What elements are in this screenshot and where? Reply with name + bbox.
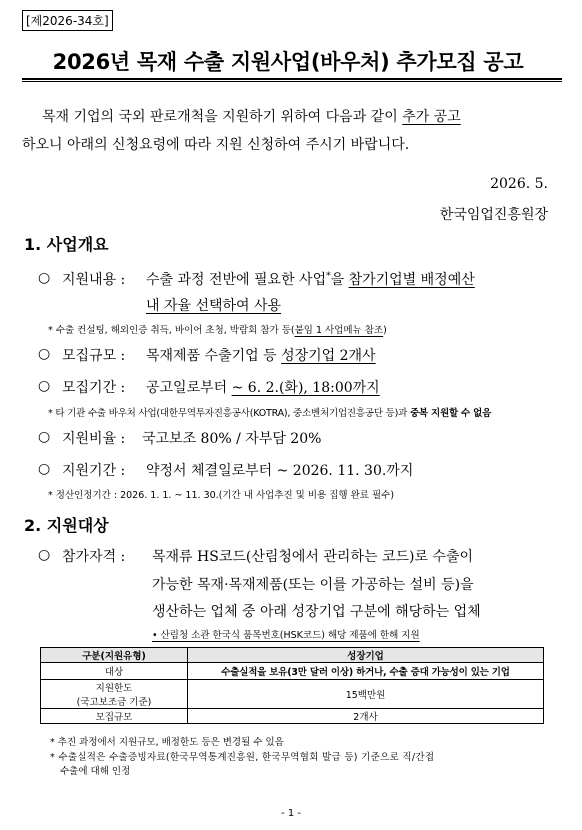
duration-note: * 정산인정기간 : 2026. 1. 1. ~ 11. 30.(기간 내 사업추진 및 비용 집행 완료 필수) [48,490,395,501]
intro-text: 목재 기업의 국외 판로개척을 지원하기 위하여 다음과 같이 [42,109,403,125]
title-underline-thick [22,78,562,80]
issuer: 한국임업진흥원장 [439,207,548,223]
qual-line-3: 생산하는 업체 중 아래 성장기업 구분에 해당하는 업체 [152,604,481,620]
period-text: 공고일로부터 ~ 6. 2.(화), 18:00까지 [146,380,380,396]
table-row [41,680,544,709]
section-1-heading: 1. 사업개요 [24,235,109,254]
qual-line-1: 목재류 HS코드(산림청에서 관리하는 코드)로 수출이 [152,549,474,565]
bullet-icon: ○ [38,547,51,563]
table-header: 구분(지원유형) [41,648,188,663]
intro-line-1 [42,106,461,126]
intro-highlight: 추가 공고 [402,109,461,125]
footnote-2: * 수출실적은 수출증빙자료(한국무역통계진흥원, 한국무역협회 발급 등) 기준으로 직/간접 [50,752,435,763]
table-cell: 15백만원 [188,680,544,709]
table-cell: 수출실적을 보유(3만 달러 이상) 하거나, 수출 증대 가능성이 있는 기업 [188,663,544,680]
bullet-icon: ○ [38,378,51,394]
scale-text: 목재제품 수출기업 등 성장기업 2개사 [146,348,376,364]
table-cell: 지원한도 (국고보조금 기준) [41,680,188,709]
table-cell: 2개사 [188,709,544,724]
announce-date: 2026. 5. [490,176,548,192]
qual-line-2: 가능한 목재·목재제품(또는 이를 가공하는 설비 등)을 [152,577,474,593]
table-cell: 대상 [41,663,188,680]
bullet-icon: ○ [38,461,51,477]
support-text: 수출 과정 전반에 필요한 사업*을 참가기업별 배정예산 [146,271,475,288]
period-note: * 타 기관 수출 바우처 사업(대한무역투자진흥공사(KOTRA), 중소벤처기업진흥공단 등)과 중복 지원할 수 없음 [48,408,492,419]
section-2-heading: 2. 지원대상 [24,516,109,535]
scale-label: 모집규모 : [62,348,126,364]
title-underline-thin [22,81,562,82]
support-note: * 수출 컨설팅, 해외인증 취득, 바이어 초청, 박람회 참가 등(붙임 1 사업메뉴 참조) [48,325,387,336]
table-cell: 모집규모 [41,709,188,724]
duration-text: 약정서 체결일로부터 ~ 2026. 11. 30.까지 [146,463,414,479]
bullet-icon: ○ [38,270,51,286]
page-title: 2026년 목재 수출 지원사업(바우처) 추가모집 공고 [52,50,524,74]
footnote-2-cont: 수출에 대해 인정 [60,766,131,777]
table-header-row [41,648,544,663]
qual-label: 참가자격 : [62,549,126,565]
notice-number: [제2026-34호] [22,10,113,31]
ratio-text: 국고보조 80% / 자부담 20% [142,431,322,447]
footnote-1: * 추진 과정에서 지원규모, 배정한도 등은 변경될 수 있음 [50,737,284,748]
growth-company-table [40,647,544,724]
intro-line-2: 하오니 아래의 신청요령에 따라 지원 신청하여 주시기 바랍니다. [22,137,410,153]
table-header: 성장기업 [188,648,544,663]
ratio-label: 지원비율 : [62,431,126,447]
table-row [41,709,544,724]
support-label: 지원내용 : [62,272,126,288]
bullet-icon: ○ [38,429,51,445]
page-number: - 1 - [281,808,301,819]
period-label: 모집기간 : [62,380,126,396]
qual-note: • 산림청 소관 한국식 품목번호(HSK코드) 해당 제품에 한해 지원 [152,630,420,641]
support-text-cont: 내 자율 선택하여 사용 [146,298,282,314]
bullet-icon: ○ [38,346,51,362]
duration-label: 지원기간 : [62,463,126,479]
table-row [41,663,544,680]
